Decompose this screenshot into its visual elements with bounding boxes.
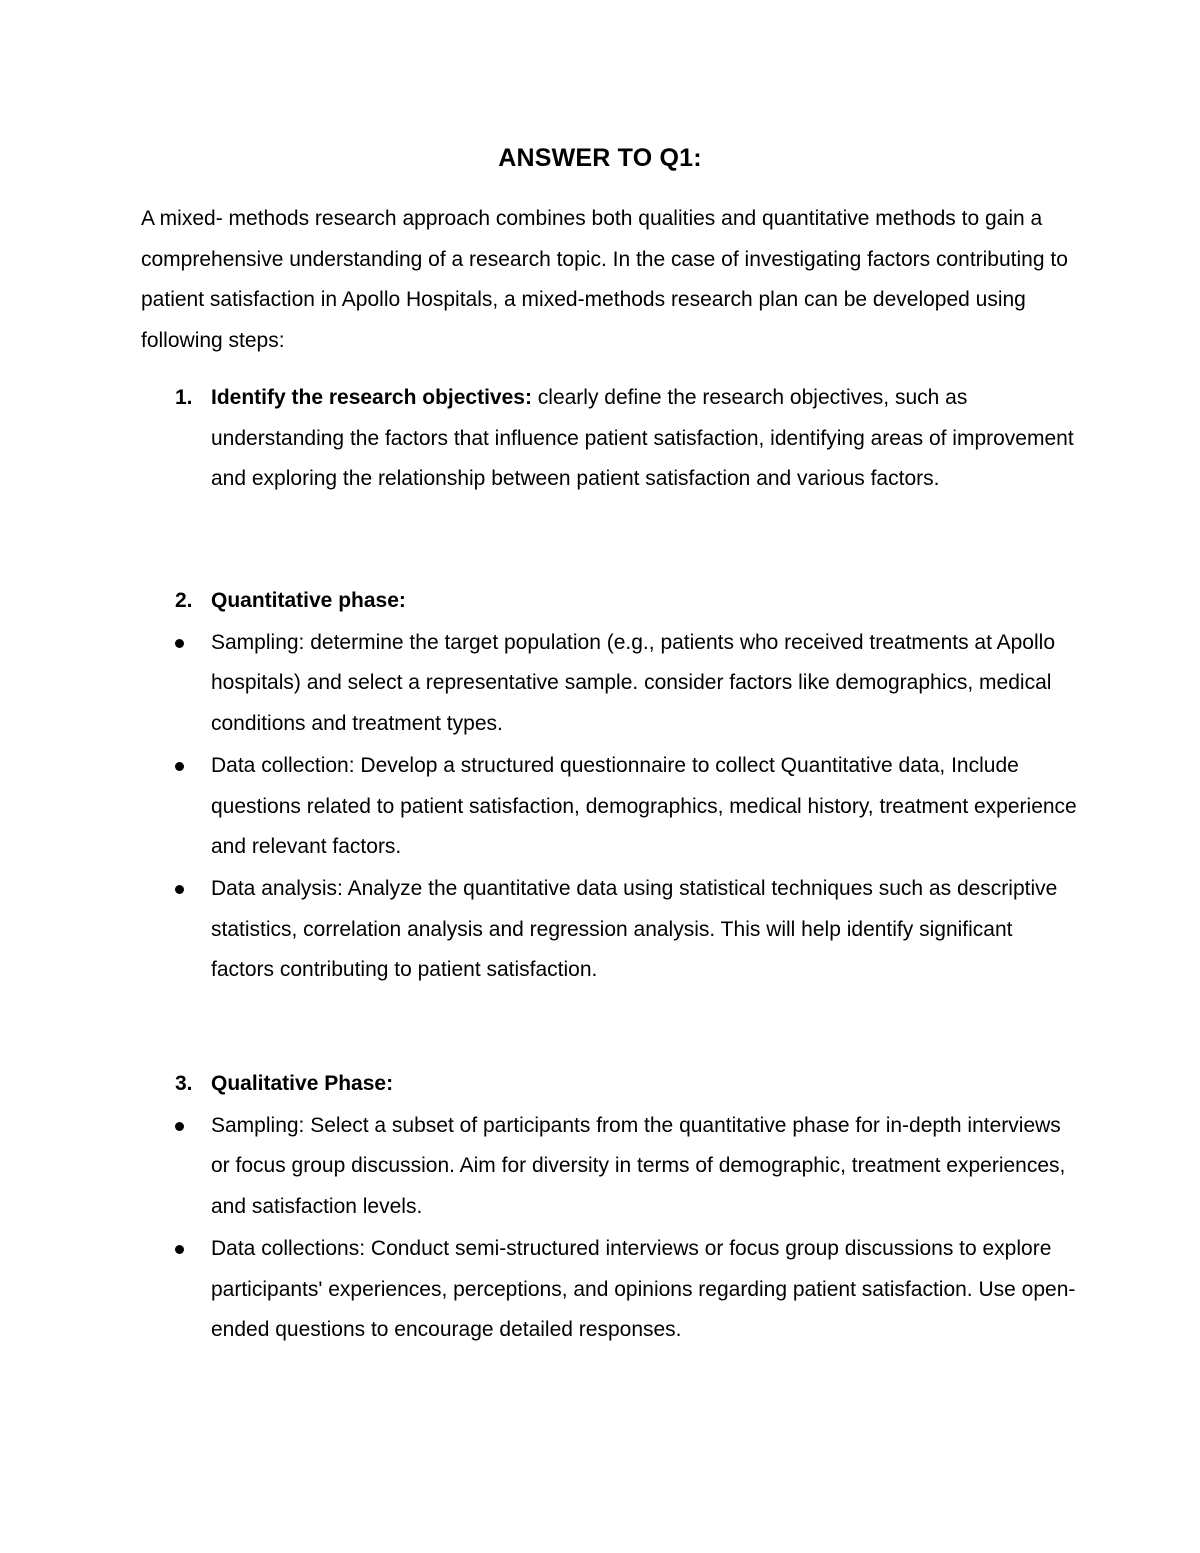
step-3-item — [141, 1064, 1081, 1105]
list-item-text: Data analysis: Analyze the quantitative data using statistical techniques such as descriptive statistics, correlation analysis and regression analysis. This will help identify significant factors contributing to patient satisfaction. — [211, 876, 1058, 982]
step-3-section — [141, 1064, 1081, 1351]
bullet-icon — [175, 885, 184, 894]
step-2-item — [141, 581, 1081, 622]
list-item — [141, 1106, 1081, 1228]
bullet-icon — [175, 1122, 184, 1131]
list-item — [141, 623, 1081, 745]
step-1-number: 1. — [175, 386, 193, 409]
page-title: ANSWER TO Q1: — [498, 144, 702, 172]
list-item-text: Data collection: Develop a structured questionnaire to collect Quantitative data, Include questions related to patient satisfaction, demographics, medical history, treatment experience and relevant factors. — [211, 753, 1077, 859]
intro-paragraph: A mixed- methods research approach combines both qualities and quantitative methods to gain a comprehensive understanding of a research topic. In the case of investigating factors contributing to patient satisfaction in Apollo Hospitals, a mixed-methods research plan can be developed using following steps: — [141, 207, 1068, 353]
list-item-text: Sampling: Select a subset of participants from the quantitative phase for in-depth interviews or focus group discussion. Aim for diversity in terms of demographic, treatment experiences, and satisfaction levels. — [211, 1113, 1066, 1219]
step-1-item — [141, 378, 1081, 500]
bullet-icon — [175, 1245, 184, 1254]
step-3-heading: Qualitative Phase: — [211, 1072, 394, 1095]
list-item — [141, 746, 1081, 868]
list-item — [141, 1229, 1081, 1351]
step-2-number: 2. — [175, 589, 193, 612]
list-item-text: Data collections: Conduct semi-structured interviews or focus group discussions to explore participants' experiences, perceptions, and opinions regarding patient satisfaction. Use open-ended questions to encourage detailed responses. — [211, 1236, 1076, 1342]
list-item-text: Sampling: determine the target population (e.g., patients who received treatments at Apollo hospitals) and select a representative sample. consider factors like demographics, medical conditions and treatment types. — [211, 630, 1055, 736]
step-3-number: 3. — [175, 1072, 193, 1095]
step-1-section — [141, 378, 1081, 500]
step-2-section — [141, 581, 1081, 991]
step-1-text: clearly define the research objectives, such as understanding the factors that influence patient satisfaction, identifying areas of improvement and exploring the relationship between patient satisfaction and various factors. — [211, 386, 1074, 491]
list-item — [141, 869, 1081, 991]
bullet-icon — [175, 639, 184, 648]
step-1-heading: Identify the research objectives: — [211, 386, 532, 409]
bullet-icon — [175, 762, 184, 771]
step-2-heading: Quantitative phase: — [211, 589, 406, 612]
